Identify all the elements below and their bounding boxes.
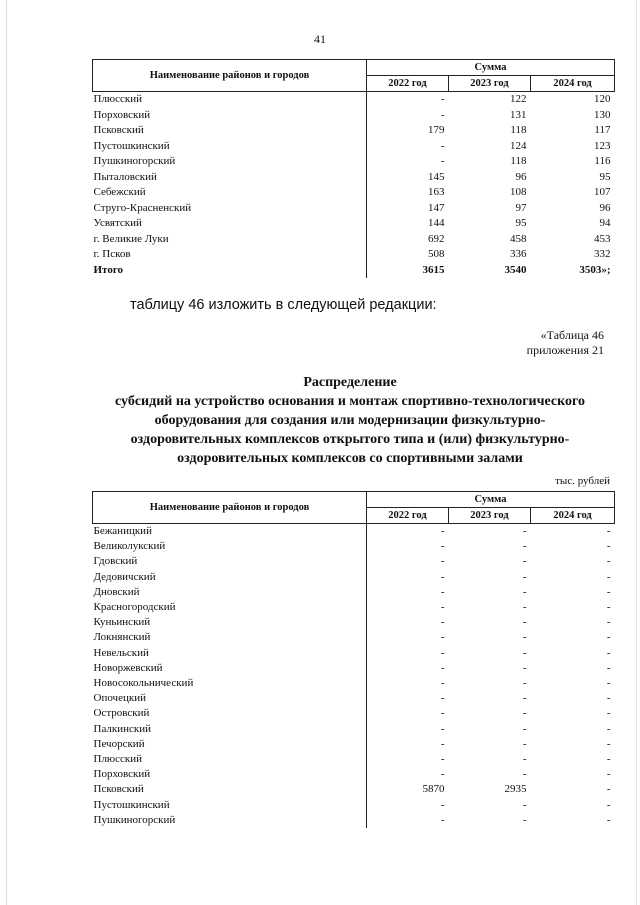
table-row bbox=[93, 706, 615, 721]
cell-district-name: Пустошкинский bbox=[93, 798, 170, 811]
cell-district-name: Себежский bbox=[93, 186, 146, 198]
cell-district-name: Усвятский bbox=[93, 217, 142, 229]
cell-value-2024: 95 bbox=[599, 170, 611, 183]
cell-value-2022: 692 bbox=[367, 232, 449, 248]
cell-value-2023: 2935 bbox=[504, 783, 527, 796]
table-row bbox=[93, 539, 615, 554]
title-line: оздоровительных комплексов открытого типа и (или) физкультурно- bbox=[130, 432, 570, 447]
cell-value-2024: - bbox=[606, 525, 611, 537]
table-row bbox=[93, 185, 615, 201]
cell-value-2024: - bbox=[606, 601, 611, 614]
cell-district-name: Струго-Красненский bbox=[93, 201, 192, 214]
table-row bbox=[93, 570, 615, 585]
cell-value-2024: 453 bbox=[594, 232, 611, 245]
cell-value-2022: - bbox=[367, 706, 449, 721]
cell-value-2023: 96 bbox=[515, 170, 527, 183]
cell-value-2024: - bbox=[606, 646, 611, 659]
cell-value-2022: - bbox=[367, 646, 449, 661]
cell-district-name: Опочецкий bbox=[93, 692, 146, 705]
cell-district-name: Псковский bbox=[93, 783, 144, 796]
cell-value-2024: - bbox=[606, 783, 611, 796]
table-row bbox=[93, 767, 615, 782]
cell-value-2023: - bbox=[522, 737, 527, 750]
cell-district-name: Итого bbox=[93, 263, 124, 276]
cell-value-2023: - bbox=[522, 661, 527, 674]
table-row bbox=[93, 201, 615, 217]
cell-value-2023: 336 bbox=[510, 248, 527, 260]
table-row bbox=[93, 170, 615, 186]
title-line: субсидий на устройство основания и монтаж спортивно-технологического bbox=[115, 394, 585, 409]
cell-value-2022: - bbox=[367, 615, 449, 630]
header-year-2023: 2023 год bbox=[449, 508, 531, 524]
cell-value-2024: - bbox=[606, 570, 611, 583]
cell-value-2023: 118 bbox=[510, 124, 527, 136]
cell-value-2024: 117 bbox=[594, 124, 611, 136]
cell-value-2022: 3615 bbox=[367, 263, 449, 279]
cell-value-2023: 97 bbox=[515, 201, 527, 214]
cell-district-name: Невельский bbox=[93, 646, 149, 659]
cell-value-2022: 508 bbox=[367, 247, 449, 263]
cell-value-2024: - bbox=[606, 722, 611, 735]
cell-value-2023: 3540 bbox=[504, 263, 527, 276]
section-title bbox=[0, 373, 640, 468]
table-2 bbox=[92, 491, 615, 828]
table-row bbox=[93, 585, 615, 600]
cell-value-2022: 144 bbox=[367, 216, 449, 232]
cell-value-2023: - bbox=[522, 525, 527, 537]
cell-value-2024: 130 bbox=[594, 108, 611, 121]
cell-district-name: Палкинский bbox=[93, 722, 152, 735]
cell-value-2023: 122 bbox=[510, 93, 527, 105]
table-row bbox=[93, 630, 615, 645]
header-name-column: Наименование районов и городов bbox=[93, 60, 367, 92]
table-row bbox=[93, 247, 615, 263]
cell-district-name: Псковский bbox=[93, 124, 144, 136]
cell-value-2022: - bbox=[367, 539, 449, 554]
unit-label: тыс. рублей bbox=[555, 475, 610, 487]
table-reference-line-2: приложения 21 bbox=[526, 343, 604, 357]
cell-value-2024: - bbox=[606, 737, 611, 750]
cell-value-2024: 123 bbox=[594, 139, 611, 152]
table-reference-line-1: «Таблица 46 bbox=[540, 328, 604, 342]
header-year-2022: 2022 год bbox=[367, 508, 449, 524]
cell-value-2023: 95 bbox=[515, 217, 527, 229]
table-row bbox=[93, 600, 615, 615]
table-row bbox=[93, 615, 615, 630]
cell-value-2022: - bbox=[367, 570, 449, 585]
table-row bbox=[93, 661, 615, 676]
cell-value-2022: 147 bbox=[367, 201, 449, 217]
cell-value-2023: - bbox=[522, 677, 527, 690]
table-row bbox=[93, 139, 615, 155]
cell-value-2024: - bbox=[606, 540, 611, 553]
cell-value-2022: 5870 bbox=[367, 782, 449, 797]
cell-value-2024: - bbox=[606, 768, 611, 781]
cell-value-2023: - bbox=[522, 616, 527, 629]
table-row bbox=[93, 154, 615, 170]
header-year-2022: 2022 год bbox=[367, 76, 449, 92]
cell-district-name: Печорский bbox=[93, 737, 145, 750]
cell-value-2022: - bbox=[367, 600, 449, 615]
table-1-body bbox=[93, 92, 615, 279]
table-row bbox=[93, 263, 615, 279]
cell-value-2022: - bbox=[367, 737, 449, 752]
cell-value-2022: - bbox=[367, 813, 449, 828]
table-row bbox=[93, 108, 615, 124]
table-row bbox=[93, 782, 615, 797]
cell-value-2024: - bbox=[606, 677, 611, 690]
table-row bbox=[93, 798, 615, 813]
header-year-2024: 2024 год bbox=[531, 76, 615, 92]
cell-district-name: Бежаницкий bbox=[93, 525, 152, 537]
cell-district-name: Дедовичский bbox=[93, 570, 156, 583]
cell-value-2022: - bbox=[367, 154, 449, 170]
cell-value-2024: 107 bbox=[594, 186, 611, 198]
cell-value-2024: 332 bbox=[594, 248, 611, 260]
cell-value-2023: - bbox=[522, 798, 527, 811]
table-row bbox=[93, 216, 615, 232]
cell-value-2024: - bbox=[606, 813, 611, 826]
cell-district-name: Порховский bbox=[93, 108, 151, 121]
cell-value-2023: - bbox=[522, 692, 527, 705]
cell-district-name: Пустошкинский bbox=[93, 139, 170, 152]
cell-value-2022: 163 bbox=[367, 185, 449, 201]
cell-district-name: Пушкиногорский bbox=[93, 813, 176, 826]
cell-value-2023: - bbox=[522, 813, 527, 826]
cell-value-2024: - bbox=[606, 692, 611, 705]
header-year-2023: 2023 год bbox=[449, 76, 531, 92]
cell-value-2023: - bbox=[522, 753, 527, 766]
cell-value-2024: - bbox=[606, 555, 611, 568]
cell-value-2023: 118 bbox=[510, 155, 527, 167]
cell-district-name: Плюсский bbox=[93, 753, 143, 766]
cell-value-2022: - bbox=[367, 798, 449, 813]
cell-value-2022: - bbox=[367, 767, 449, 782]
cell-district-name: Великолукский bbox=[93, 540, 166, 553]
cell-value-2024: - bbox=[606, 585, 611, 598]
cell-value-2023: - bbox=[522, 707, 527, 720]
cell-district-name: Гдовский bbox=[93, 555, 138, 568]
cell-value-2022: - bbox=[367, 524, 449, 540]
cell-value-2024: - bbox=[606, 798, 611, 811]
cell-value-2022: - bbox=[367, 661, 449, 676]
table-row bbox=[93, 676, 615, 691]
cell-value-2022: - bbox=[367, 108, 449, 124]
table-row bbox=[93, 691, 615, 706]
cell-value-2023: - bbox=[522, 585, 527, 598]
header-year-2024: 2024 год bbox=[531, 508, 615, 524]
cell-value-2024: - bbox=[606, 753, 611, 766]
header-name-column: Наименование районов и городов bbox=[93, 492, 367, 524]
cell-value-2023: 131 bbox=[510, 108, 527, 121]
cell-value-2024: - bbox=[606, 616, 611, 629]
table-row bbox=[93, 737, 615, 752]
cell-district-name: Новосокольнический bbox=[93, 677, 194, 690]
table-row bbox=[93, 554, 615, 569]
cell-value-2023: - bbox=[522, 570, 527, 583]
cell-district-name: Новоржевский bbox=[93, 661, 163, 674]
cell-value-2023: - bbox=[522, 631, 527, 644]
table-row bbox=[93, 524, 615, 540]
cell-value-2022: - bbox=[367, 722, 449, 737]
cell-value-2024: - bbox=[606, 661, 611, 674]
cell-value-2023: - bbox=[522, 540, 527, 553]
table-row bbox=[93, 752, 615, 767]
cell-value-2022: - bbox=[367, 691, 449, 706]
cell-value-2024: 116 bbox=[594, 155, 611, 167]
table-row bbox=[93, 232, 615, 248]
instruction-paragraph: таблицу 46 изложить в следующей редакции: bbox=[130, 297, 437, 313]
cell-value-2023: 458 bbox=[510, 232, 527, 245]
cell-value-2022: - bbox=[367, 139, 449, 155]
cell-value-2024: - bbox=[606, 631, 611, 644]
cell-value-2022: - bbox=[367, 752, 449, 767]
cell-value-2022: - bbox=[367, 676, 449, 691]
header-sum: Сумма bbox=[367, 492, 615, 508]
cell-district-name: Пыталовский bbox=[93, 170, 157, 183]
table-row bbox=[93, 646, 615, 661]
cell-district-name: Пушкиногорский bbox=[93, 155, 176, 167]
cell-district-name: Локнянский bbox=[93, 631, 151, 644]
cell-district-name: г. Псков bbox=[93, 248, 131, 260]
title-line: Распределение bbox=[303, 375, 397, 390]
cell-value-2024: 120 bbox=[594, 93, 611, 105]
cell-value-2022: 145 bbox=[367, 170, 449, 186]
table-row bbox=[93, 813, 615, 828]
table-row bbox=[93, 722, 615, 737]
cell-district-name: г. Великие Луки bbox=[93, 232, 169, 245]
cell-value-2023: 108 bbox=[510, 186, 527, 198]
page-number: 41 bbox=[314, 32, 326, 46]
cell-value-2022: - bbox=[367, 554, 449, 569]
cell-value-2023: - bbox=[522, 722, 527, 735]
cell-value-2022: - bbox=[367, 92, 449, 108]
cell-value-2022: - bbox=[367, 585, 449, 600]
cell-district-name: Красногородский bbox=[93, 601, 176, 614]
table-1 bbox=[92, 59, 615, 278]
header-sum: Сумма bbox=[367, 60, 615, 76]
cell-value-2022: - bbox=[367, 630, 449, 645]
cell-district-name: Дновский bbox=[93, 585, 140, 598]
title-line: оборудования для создания или модернизации физкультурно- bbox=[154, 413, 546, 428]
cell-district-name: Плюсский bbox=[93, 93, 143, 105]
title-line: оздоровительных комплексов со спортивными залами bbox=[177, 451, 523, 466]
cell-value-2024: 3503»; bbox=[579, 263, 611, 276]
cell-value-2023: - bbox=[522, 646, 527, 659]
cell-value-2024: - bbox=[606, 707, 611, 720]
cell-value-2022: 179 bbox=[367, 123, 449, 139]
cell-value-2024: 94 bbox=[599, 217, 611, 229]
cell-value-2023: - bbox=[522, 768, 527, 781]
cell-value-2023: - bbox=[522, 555, 527, 568]
cell-value-2024: 96 bbox=[599, 201, 611, 214]
cell-district-name: Порховский bbox=[93, 768, 151, 781]
cell-value-2023: 124 bbox=[510, 139, 527, 152]
cell-district-name: Островский bbox=[93, 707, 150, 720]
table-row bbox=[93, 92, 615, 108]
table-2-body bbox=[93, 524, 615, 829]
table-row bbox=[93, 123, 615, 139]
cell-value-2023: - bbox=[522, 601, 527, 614]
cell-district-name: Куньинский bbox=[93, 616, 151, 629]
